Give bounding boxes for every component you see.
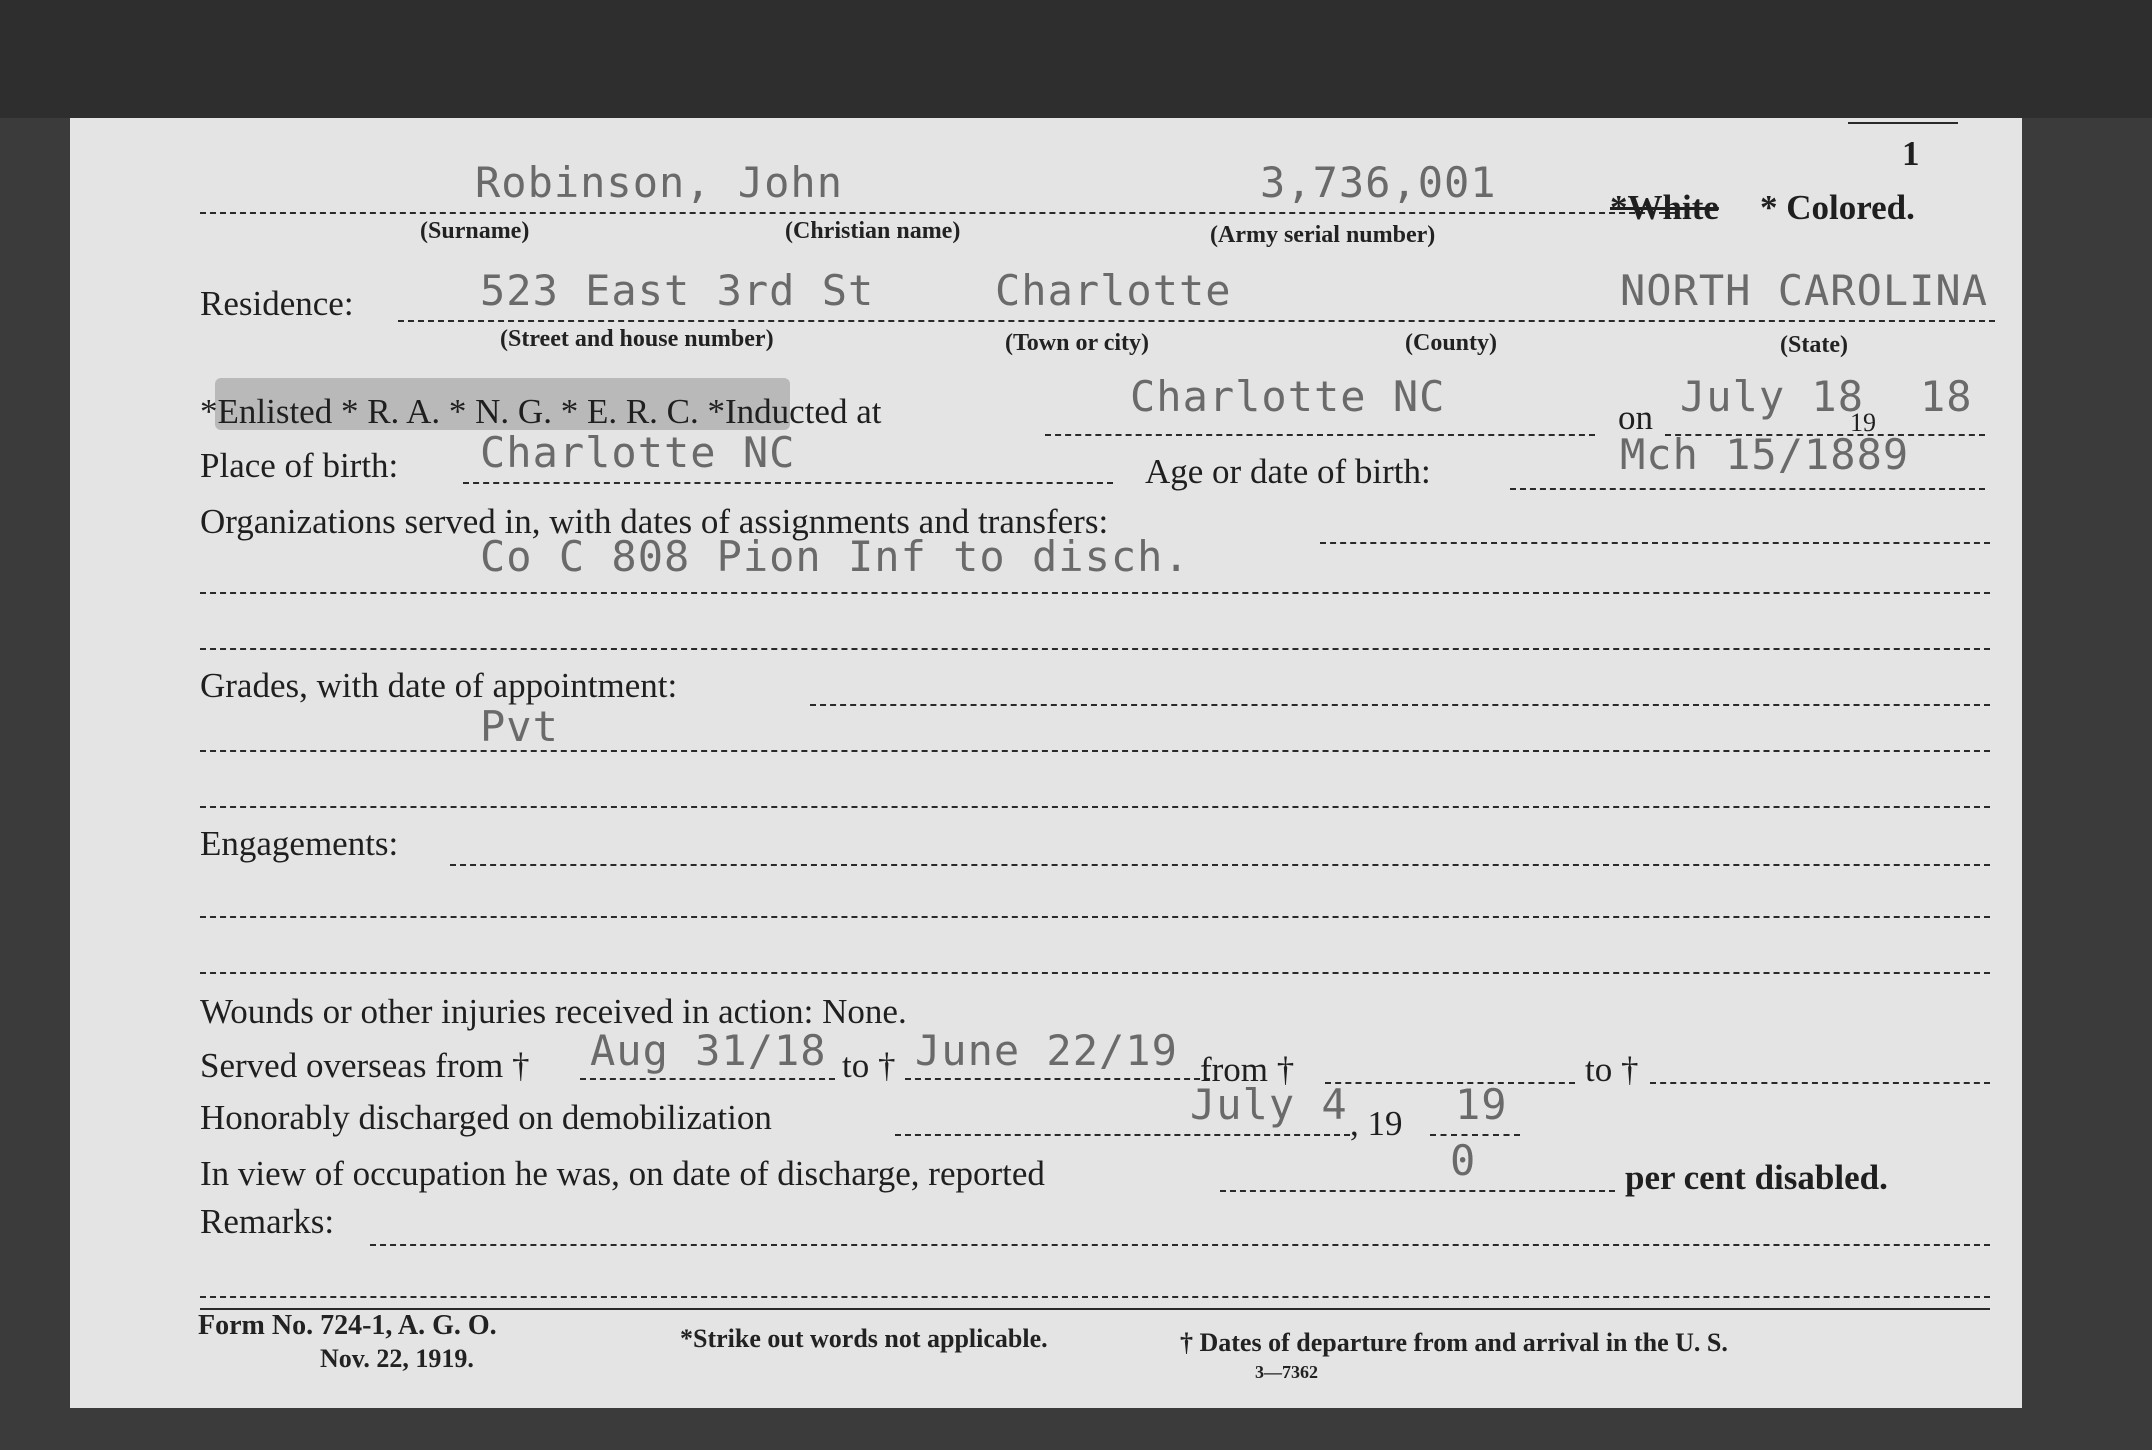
overseas-to-label: to † — [842, 1046, 896, 1085]
organizations-line-2 — [200, 648, 1990, 650]
disability-label: In view of occupation he was, on date of discharge, reported — [200, 1154, 1045, 1193]
print-code: 3—7362 — [1255, 1362, 1318, 1382]
serial-value: 3,736,001 — [1260, 158, 1497, 207]
remarks-line-0 — [370, 1244, 1990, 1246]
residence-label: Residence: — [200, 284, 354, 323]
race-white: *White — [1610, 188, 1719, 227]
form-number: Form No. 724-1, A. G. O. — [198, 1310, 497, 1341]
race-colored: * Colored. — [1760, 188, 1915, 227]
overseas-to-line — [905, 1078, 1210, 1080]
discharge-year-prefix: , 19 — [1350, 1104, 1403, 1143]
residence-town: Charlotte — [995, 266, 1232, 315]
strike-note: *Strike out words not applicable. — [680, 1324, 1048, 1353]
organizations-line-1 — [200, 592, 1990, 594]
name-line — [200, 212, 1675, 214]
card-number: 1 — [1902, 134, 1920, 173]
birth-date-value: Mch 15/1889 — [1620, 430, 1910, 479]
card-number-rule — [1848, 122, 1958, 124]
organizations-label: Organizations served in, with dates of assignments and transfers: — [200, 502, 1109, 541]
serial-caption: (Army serial number) — [1210, 222, 1436, 248]
disability-value: 0 — [1450, 1136, 1477, 1185]
organizations-line-0 — [1320, 542, 1990, 544]
form-date: Nov. 22, 1919. — [320, 1344, 474, 1373]
engagements-line-1 — [200, 916, 1990, 918]
overseas-from-line — [580, 1078, 835, 1080]
remarks-line-1 — [200, 1296, 1990, 1298]
disability-suffix: per cent disabled. — [1625, 1158, 1888, 1197]
discharge-date: July 4 — [1190, 1080, 1348, 1129]
overseas-from2-label: from † — [1200, 1050, 1295, 1089]
remarks-label: Remarks: — [200, 1202, 335, 1241]
surname-caption: (Surname) — [420, 218, 530, 244]
service-record-card — [70, 118, 2022, 1408]
inducted-place: Charlotte NC — [1130, 372, 1446, 421]
street-caption: (Street and house number) — [500, 326, 774, 352]
overseas-from-date: Aug 31/18 — [590, 1026, 827, 1075]
organizations-entry: Co C 808 Pion Inf to disch. — [480, 532, 1190, 581]
birthplace-label: Place of birth: — [200, 446, 399, 485]
overseas-to-date: June 22/19 — [915, 1026, 1178, 1075]
discharge-year: 19 — [1455, 1080, 1508, 1129]
grades-line-1 — [200, 750, 1990, 752]
birthplace-line — [463, 482, 1113, 484]
inducted-year-prefix: 19 — [1850, 408, 1876, 437]
overseas-to2-label: to † — [1585, 1050, 1639, 1089]
birth-date-line — [1510, 488, 1985, 490]
overseas-from2-line — [1325, 1082, 1575, 1084]
grades-entry: Pvt — [480, 702, 559, 751]
scanner-background — [0, 0, 2152, 118]
county-caption: (County) — [1405, 330, 1498, 356]
grades-line-0 — [810, 704, 1990, 706]
birth-date-label: Age or date of birth: — [1145, 452, 1431, 491]
overseas-label: Served overseas from † — [200, 1046, 530, 1085]
disability-line — [1220, 1190, 1615, 1192]
dates-note: † Dates of departure from and arrival in the U. S. — [1180, 1328, 1728, 1357]
residence-street: 523 East 3rd St — [480, 266, 875, 315]
birthplace-value: Charlotte NC — [480, 428, 796, 477]
enlisted-label: *Enlisted * R. A. * N. G. * E. R. C. *Inducted at — [200, 392, 882, 431]
inducted-place-line — [1045, 434, 1595, 436]
on-label: on — [1618, 398, 1653, 437]
engagements-line-0 — [450, 864, 1990, 866]
residence-state: NORTH CAROLINA — [1620, 266, 1989, 315]
discharge-date-line — [895, 1134, 1350, 1136]
grades-line-2 — [200, 806, 1990, 808]
grades-label: Grades, with date of appointment: — [200, 666, 678, 705]
engagements-label: Engagements: — [200, 824, 399, 863]
wounds-label: Wounds or other injuries received in action: None. — [200, 992, 907, 1031]
christian-name-caption: (Christian name) — [785, 218, 961, 244]
name-value: Robinson, John — [475, 158, 844, 207]
town-caption: (Town or city) — [1005, 330, 1149, 356]
engagements-line-2 — [200, 972, 1990, 974]
inducted-year: 18 — [1920, 372, 1973, 421]
state-caption: (State) — [1780, 332, 1848, 358]
discharge-label: Honorably discharged on demobilization — [200, 1098, 772, 1137]
inducted-date: July 18 — [1680, 372, 1865, 421]
residence-line — [398, 320, 1995, 322]
overseas-to2-line — [1650, 1082, 1990, 1084]
